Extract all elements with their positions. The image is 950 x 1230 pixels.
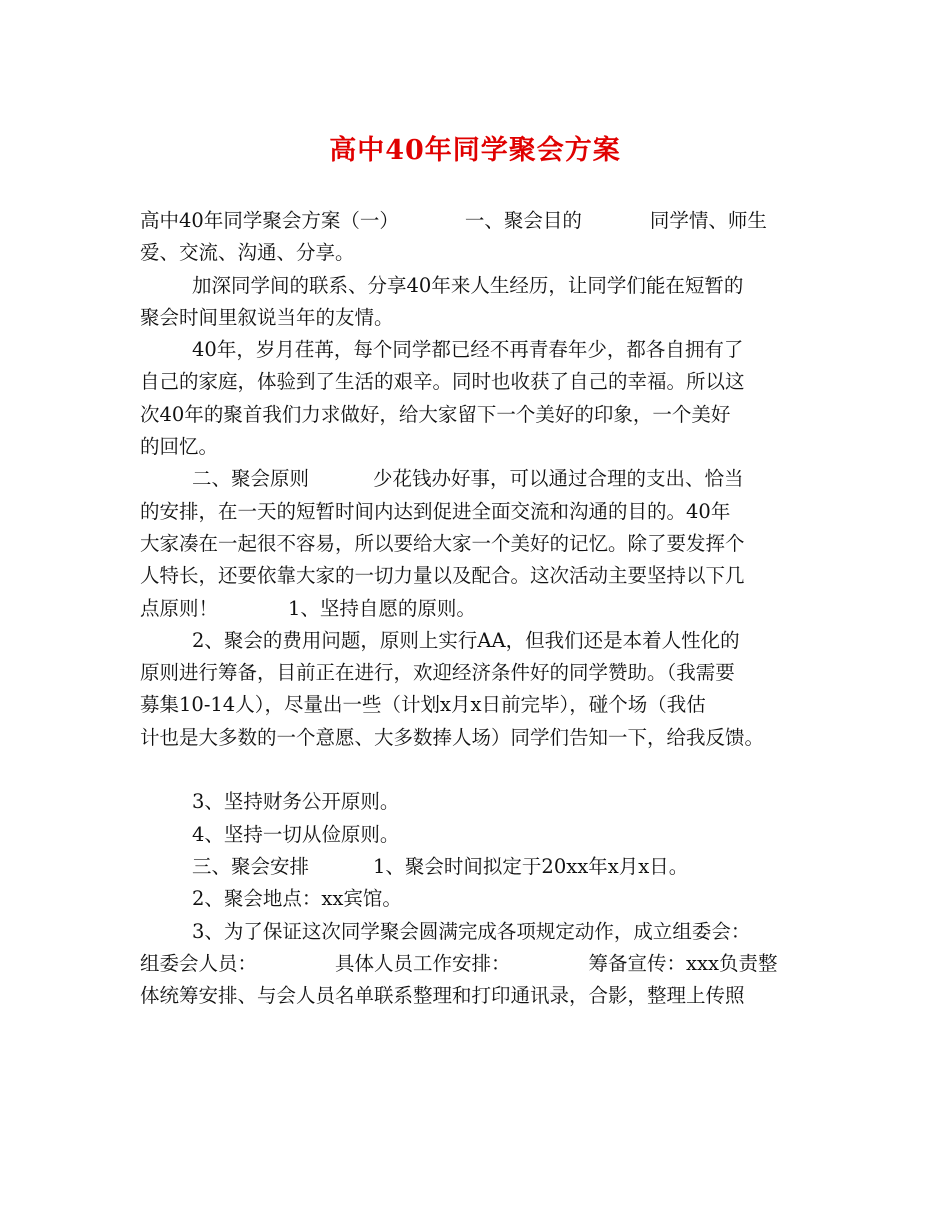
paragraph-line [140, 205, 815, 237]
paragraph-line: 2、聚会的费用问题，原则上实行AA，但我们还是本着人性化的 [192, 628, 740, 652]
paragraph-line: 爱、交流、沟通、分享。 [140, 241, 355, 265]
paragraph-text: 点原则！ [140, 596, 219, 620]
list-item: 2、聚会地点：xx宾馆。 [192, 887, 402, 911]
paragraph-line: 聚会时间里叙说当年的友情。 [140, 305, 394, 329]
list-item: 3、为了保证这次同学聚会圆满完成各项规定动作，成立组委会： [192, 919, 751, 943]
paragraph-text: 少花钱办好事，可以通过合理的支出、恰当 [373, 467, 744, 491]
paragraph-text: 组委会人员： [140, 951, 258, 975]
list-item: 1、坚持自愿的原则。 [288, 596, 476, 620]
section-heading: 一、聚会目的 [464, 209, 582, 232]
paragraph-line: 次40年的聚首我们力求做好，给大家留下一个美好的印象，一个美好 [140, 402, 731, 426]
document-title: 高中40年同学聚会方案 [329, 135, 621, 166]
paragraph-line: 募集10-14人），尽量出一些（计划x月x日前完毕），碰个场（我估 [140, 693, 706, 717]
paragraph-line: 自己的家庭，体验到了生活的艰辛。同时也收获了自己的幸福。所以这 [140, 370, 745, 394]
paragraph-line: 的回忆。 [140, 435, 219, 459]
list-item: 4、坚持一切从俭原则。 [192, 822, 400, 846]
paragraph-line: 加深同学间的联系、分享40年来人生经历，让同学们能在短暂的 [192, 273, 744, 297]
paragraph-line: 40年，岁月荏苒，每个同学都已经不再青春年少，都各自拥有了 [192, 338, 744, 362]
paragraph-line [140, 948, 815, 980]
paragraph-line [140, 593, 815, 625]
document-body [140, 205, 815, 1012]
paragraph-line: 大家凑在一起很不容易，所以要给大家一个美好的记忆。除了要发挥个 [140, 531, 745, 555]
paragraph-text: 同学情、师生 [649, 209, 767, 232]
section-heading: 二、聚会原则 [192, 467, 310, 491]
paragraph-text: 具体人员工作安排： [335, 951, 511, 975]
blank-line [140, 754, 815, 786]
paragraph-line [140, 851, 815, 883]
paragraph-line: 人特长，还要依靠大家的一切力量以及配合。这次活动主要坚持以下几 [140, 564, 745, 588]
subtitle-text: 高中40年同学聚会方案（一） [140, 209, 399, 232]
section-heading: 三、聚会安排 [192, 854, 310, 878]
paragraph-line: 原则进行筹备，目前正在进行，欢迎经济条件好的同学赞助。（我需要 [140, 661, 735, 685]
paragraph-line: 体统筹安排、与会人员名单联系整理和打印通讯录，合影，整理上传照 [140, 984, 745, 1008]
paragraph-line: 计也是大多数的一个意愿、大多数捧人场）同学们告知一下，给我反馈。 [140, 725, 765, 749]
paragraph-line: 的安排，在一天的短暂时间内达到促进全面交流和沟通的目的。40年 [140, 499, 731, 523]
paragraph-line [140, 463, 815, 495]
list-item: 3、坚持财务公开原则。 [192, 790, 400, 814]
list-item: 1、聚会时间拟定于20xx年x月x日。 [373, 854, 689, 878]
paragraph-text: 筹备宣传：xxx负责整 [588, 951, 778, 975]
